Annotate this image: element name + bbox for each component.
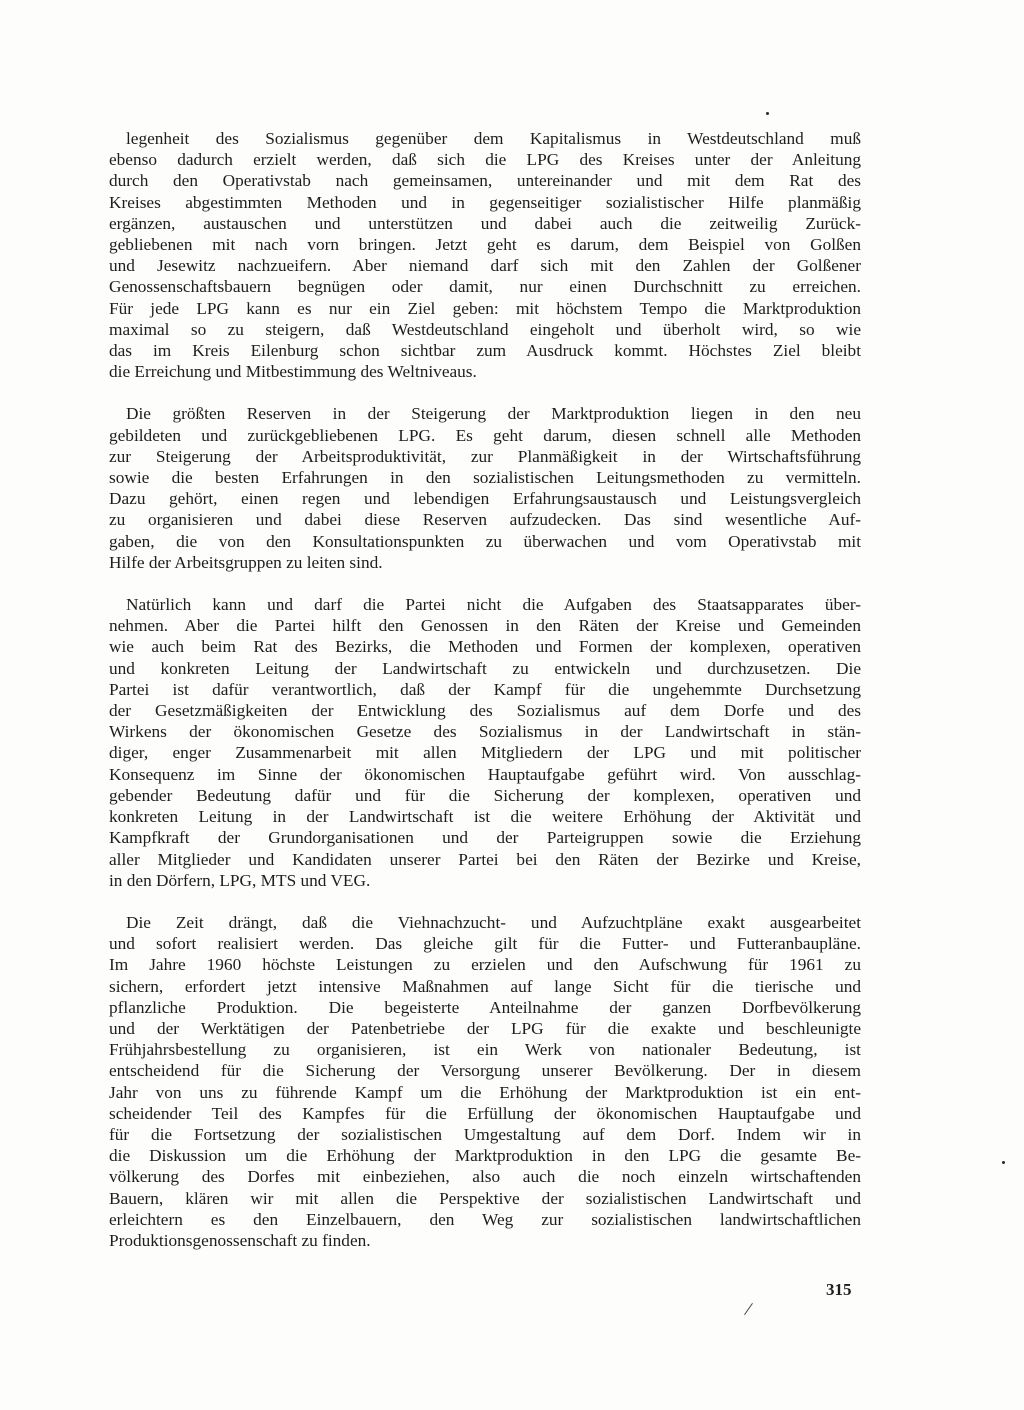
text-line: zur Steigerung der Arbeitsproduktivität, zur Planmäßigkeit in der Wirtschaftsführung bbox=[109, 446, 861, 466]
paragraph bbox=[109, 912, 861, 1251]
text-line: Bauern, klären wir mit allen die Perspektive der sozialistischen Landwirtschaft und bbox=[109, 1188, 861, 1208]
text-line: konkreten Leitung in der Landwirtschaft ist die weitere Erhöhung der Aktivität und bbox=[109, 807, 861, 827]
text-line: in den Dörfern, LPG, MTS und VEG. bbox=[109, 870, 371, 890]
text-line: entscheidend für die Sicherung der Versorgung unserer Bevölkerung. Der in diesem bbox=[109, 1061, 861, 1081]
text-line: gebender Bedeutung dafür und für die Sicherung der komplexen, operativen und bbox=[109, 785, 861, 805]
text-line: ergänzen, austauschen und unterstützen und dabei auch die zeitweilig Zurück- bbox=[109, 213, 861, 233]
text-line: Wirkens der ökonomischen Gesetze des Sozialismus in der Landwirtschaft in stän- bbox=[109, 722, 861, 742]
text-line: Kreises abgestimmten Methoden und in gegenseitiger sozialistischer Hilfe planmäßig bbox=[109, 192, 861, 212]
text-line: der Gesetzmäßigkeiten der Entwicklung des Sozialismus auf dem Dorfe und des bbox=[109, 701, 861, 721]
text-line: Natürlich kann und darf die Partei nicht die Aufgaben des Staatsapparates über- bbox=[126, 595, 861, 615]
text-line: Die Zeit drängt, daß die Viehnachzucht- und Aufzuchtpläne exakt ausgearbeitet bbox=[126, 912, 861, 932]
text-line: und Jesewitz nachzueifern. Aber niemand darf sich mit den Zahlen der Golßener bbox=[109, 256, 861, 276]
text-line: Kampfkraft der Grundorganisationen und der Parteigruppen sowie die Erziehung bbox=[109, 828, 861, 848]
text-line: die Diskussion um die Erhöhung der Marktproduktion in den LPG die gesamte Be- bbox=[109, 1146, 861, 1166]
text-line: Konsequenz im Sinne der ökonomischen Hauptaufgabe geführt wird. Von ausschlag- bbox=[109, 764, 861, 784]
text-line: gebildeten und zurückgebliebenen LPG. Es geht darum, diesen schnell alle Methoden bbox=[109, 425, 861, 445]
text-line: für die Fortsetzung der sozialistischen Umgestaltung auf dem Dorf. Indem wir in bbox=[109, 1124, 861, 1144]
paragraph bbox=[109, 403, 861, 573]
text-line: pflanzliche Produktion. Die begeisterte Anteilnahme der ganzen Dorfbevölkerung bbox=[109, 997, 861, 1017]
page-number: 315 bbox=[826, 1280, 852, 1299]
text-line: Dazu gehört, einen regen und lebendigen Erfahrungsaustausch und Leistungsvergleich bbox=[109, 489, 861, 509]
text-line: ebenso dadurch erzielt werden, daß sich die LPG des Kreises unter der Anleitung bbox=[109, 150, 861, 170]
text-line: nehmen. Aber die Partei hilft den Genossen in den Räten der Kreise und Gemeinden bbox=[109, 616, 861, 636]
text-line: gebliebenen mit nach vorn bringen. Jetzt geht es darum, dem Beispiel von Golßen bbox=[109, 235, 861, 255]
text-line: und sofort realisiert werden. Das gleiche gilt für die Futter- und Futteranbaupläne. bbox=[109, 934, 861, 954]
paragraph bbox=[109, 128, 861, 382]
text-line: Im Jahre 1960 höchste Leistungen zu erzielen und den Aufschwung für 1961 zu bbox=[109, 955, 861, 975]
scan-speck bbox=[766, 112, 769, 115]
text-line: Produktionsgenossenschaft zu finden. bbox=[109, 1230, 371, 1250]
text-line: scheidender Teil des Kampfes für die Erfüllung der ökonomischen Hauptaufgabe und bbox=[109, 1103, 861, 1123]
text-line: gaben, die von den Konsultationspunkten zu überwachen und vom Operativstab mit bbox=[109, 531, 861, 551]
text-line: sowie die besten Erfahrungen in den sozialistischen Leitungsmethoden zu vermitteln. bbox=[109, 468, 861, 488]
text-line: wie auch beim Rat des Bezirks, die Methoden und Formen der komplexen, operativen bbox=[109, 637, 861, 657]
scan-speck bbox=[1002, 1161, 1005, 1164]
body-text bbox=[109, 128, 861, 1272]
text-line: die Erreichung und Mitbestimmung des Weltniveaus. bbox=[109, 362, 477, 382]
text-line: Hilfe der Arbeitsgruppen zu leiten sind. bbox=[109, 552, 383, 572]
text-line: Jahr von uns zu führende Kampf um die Erhöhung der Marktproduktion ist ein ent- bbox=[109, 1082, 861, 1102]
text-line: völkerung des Dorfes mit einbeziehen, also auch die noch einzeln wirtschaftenden bbox=[109, 1167, 861, 1187]
text-line: durch den Operativstab nach gemeinsamen, untereinander und mit dem Rat des bbox=[109, 171, 861, 191]
text-line: diger, enger Zusammenarbeit mit allen Mitgliedern der LPG und mit politischer bbox=[109, 743, 861, 763]
text-line: Partei ist dafür verantwortlich, daß der Kampf für die ungehemmte Durchsetzung bbox=[109, 679, 861, 699]
text-line: Genossenschaftsbauern begnügen oder damit, nur einen Durchschnitt zu erreichen. bbox=[109, 277, 861, 297]
text-line: Die größten Reserven in der Steigerung der Marktproduktion liegen in den neu bbox=[126, 404, 861, 424]
text-line: und konkreten Leitung der Landwirtschaft zu entwickeln und durchzusetzen. Die bbox=[109, 658, 861, 678]
text-line: legenheit des Sozialismus gegenüber dem Kapitalismus in Westdeutschland muß bbox=[126, 129, 861, 148]
text-line: zu organisieren und dabei diese Reserven aufzudecken. Das sind wesentliche Auf- bbox=[109, 510, 861, 530]
text-line: Für jede LPG kann es nur ein Ziel geben: mit höchstem Tempo die Marktproduktion bbox=[109, 298, 861, 318]
text-line: erleichtern es den Einzelbauern, den Weg zur sozialistischen landwirtschaftlichen bbox=[109, 1209, 861, 1229]
text-line: und der Werktätigen der Patenbetriebe der LPG für die exakte und beschleunigte bbox=[109, 1018, 861, 1038]
text-line: das im Kreis Eilenburg schon sichtbar zum Ausdruck kommt. Höchstes Ziel bleibt bbox=[109, 341, 861, 361]
text-line: Frühjahrsbestellung zu organisieren, ist ein Werk von nationaler Bedeutung, ist bbox=[109, 1040, 861, 1060]
text-line: maximal so zu steigern, daß Westdeutschland eingeholt und überholt wird, so wie bbox=[109, 319, 861, 339]
text-line: sichern, erfordert jetzt intensive Maßnahmen auf lange Sicht für die tierische und bbox=[109, 976, 861, 996]
paragraph bbox=[109, 594, 861, 891]
text-line: aller Mitglieder und Kandidaten unserer Partei bei den Räten der Bezirke und Kreise, bbox=[109, 849, 861, 869]
scan-mark bbox=[744, 1303, 753, 1315]
